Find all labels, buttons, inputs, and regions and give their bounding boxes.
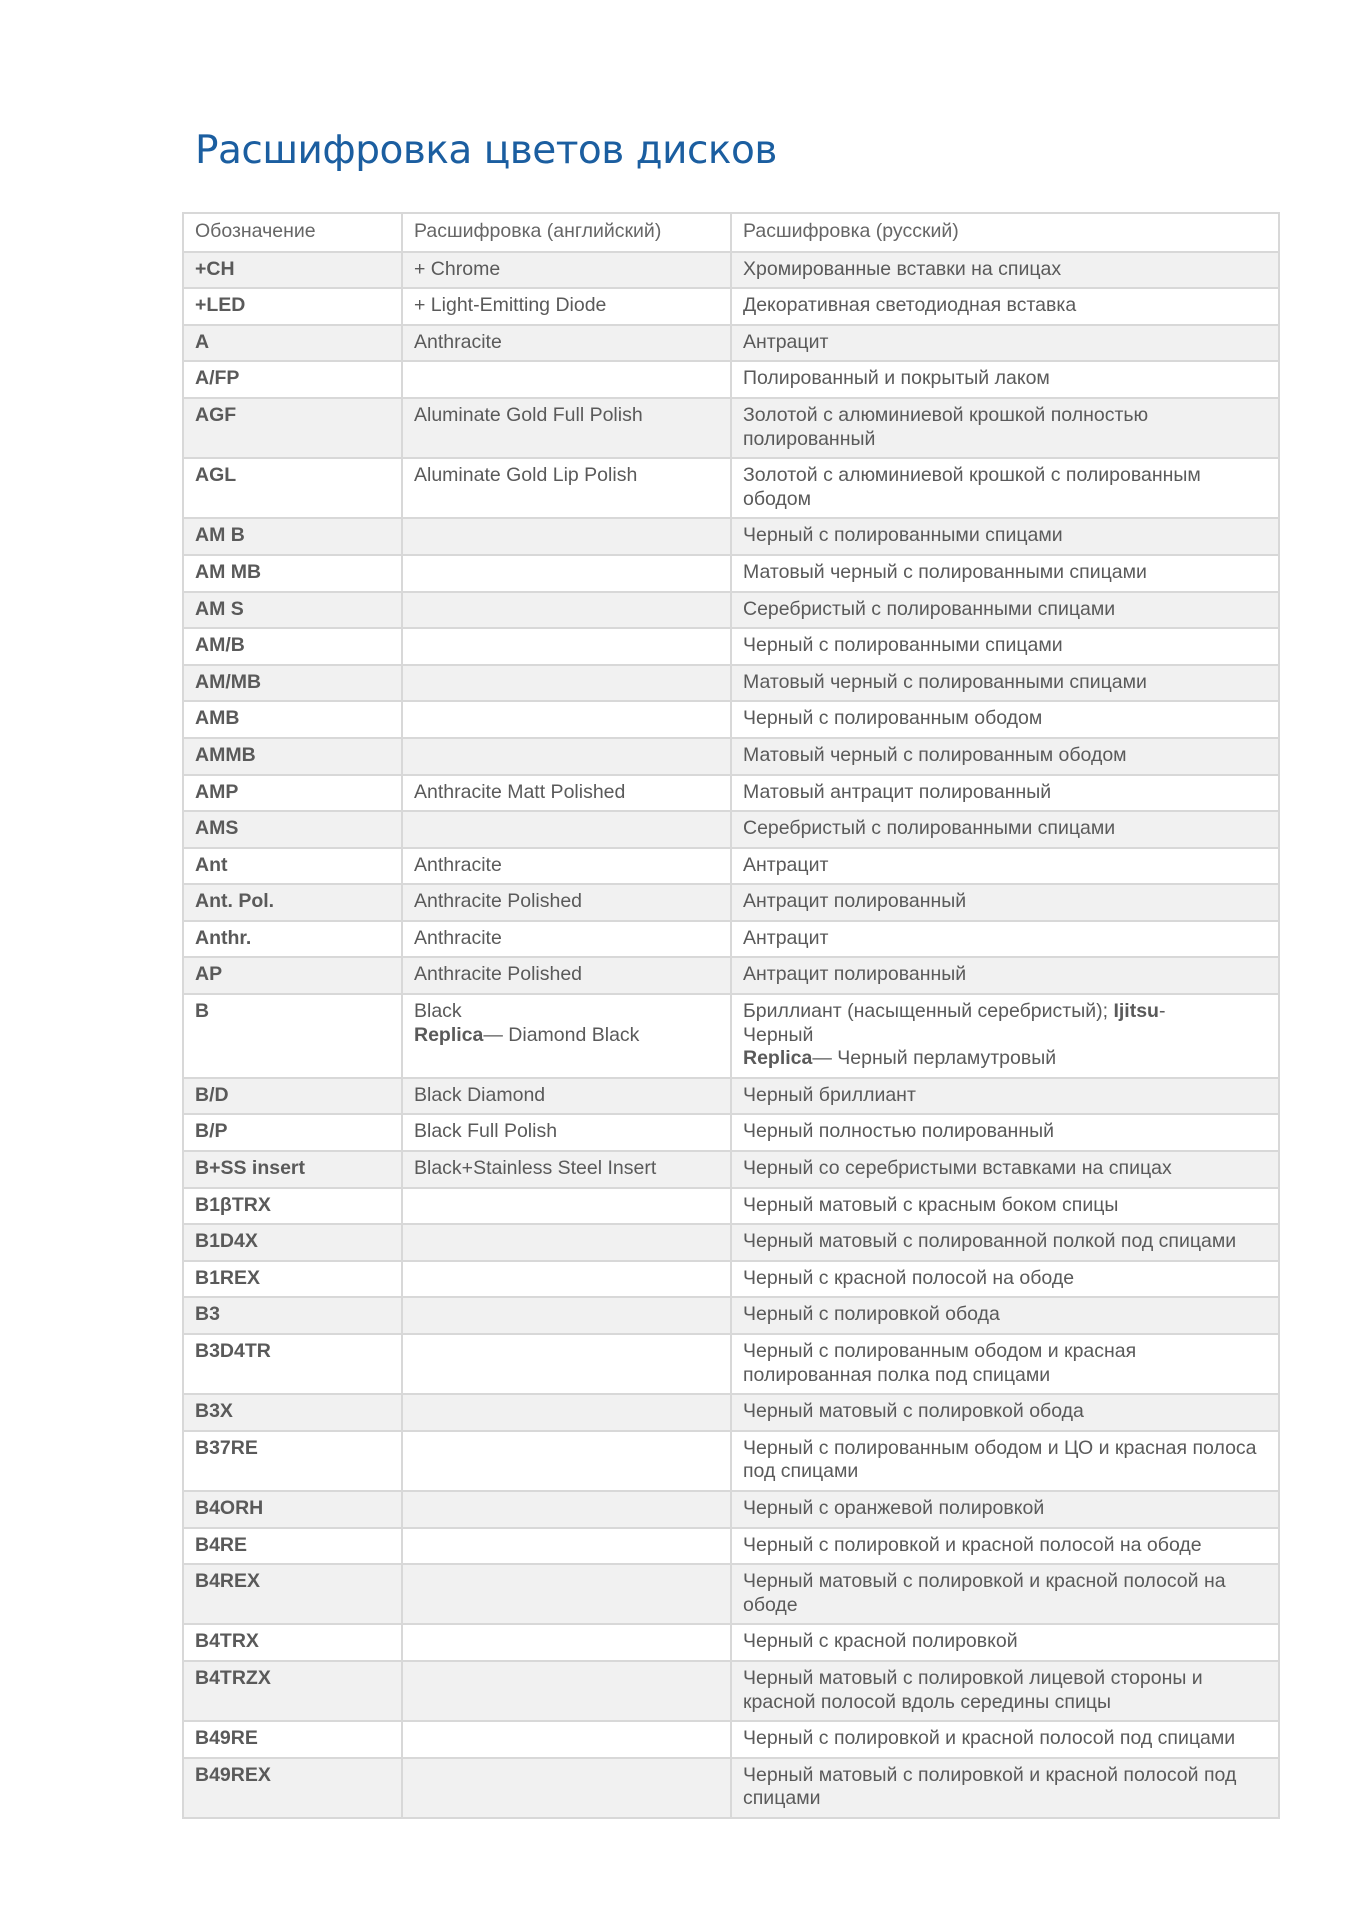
- cell-russian: Черный с полировкой и красной полосой на ободе: [731, 1528, 1279, 1565]
- cell-russian: Черный с полированными спицами: [731, 518, 1279, 555]
- cell-code: B4TRX: [183, 1624, 402, 1661]
- cell-code: A/FP: [183, 361, 402, 398]
- cell-russian: Черный с оранжевой полировкой: [731, 1491, 1279, 1528]
- cell-russian: Черный полностью полированный: [731, 1114, 1279, 1151]
- russian-line: Черный: [743, 1023, 814, 1046]
- cell-code: AGF: [183, 398, 402, 458]
- cell-russian: Черный с полированными спицами: [731, 628, 1279, 665]
- cell-russian: Черный матовый с полировкой и красной полосой на ободе: [731, 1564, 1279, 1624]
- english-line: Black: [414, 1000, 462, 1023]
- cell-english: Aluminate Gold Lip Polish: [402, 458, 731, 518]
- cell-english: Anthracite: [402, 325, 731, 362]
- cell-russian: Декоративная светодиодная вставка: [731, 288, 1279, 325]
- table-row: [183, 361, 1279, 398]
- table-row: [183, 1528, 1279, 1565]
- replica-label: Replica: [414, 1023, 484, 1046]
- table-row: [183, 325, 1279, 362]
- cell-russian: Черный со серебристыми вставками на спицах: [731, 1151, 1279, 1188]
- table-row: [183, 288, 1279, 325]
- cell-english: Anthracite Polished: [402, 957, 731, 994]
- table-row: [183, 1394, 1279, 1431]
- cell-english: Anthracite Matt Polished: [402, 775, 731, 812]
- cell-russian: Черный с красной полосой на ободе: [731, 1261, 1279, 1298]
- cell-code: Ant. Pol.: [183, 884, 402, 921]
- cell-english: [402, 1721, 731, 1758]
- table-row: [183, 665, 1279, 702]
- cell-english: [402, 1188, 731, 1225]
- cell-russian: Серебристый с полированными спицами: [731, 811, 1279, 848]
- header-russian: Расшифровка (русский): [731, 213, 1279, 252]
- cell-russian: Черный с красной полировкой: [731, 1624, 1279, 1661]
- cell-code: AMMB: [183, 738, 402, 775]
- table-row: [183, 458, 1279, 518]
- table-row: [183, 1188, 1279, 1225]
- table-row: [183, 884, 1279, 921]
- cell-code: B4ORH: [183, 1491, 402, 1528]
- cell-code: B3: [183, 1297, 402, 1334]
- cell-code: Anthr.: [183, 921, 402, 958]
- cell-english: [402, 738, 731, 775]
- cell-russian: Черный с полированным ободом: [731, 701, 1279, 738]
- table-row: [183, 1224, 1279, 1261]
- cell-code: AMP: [183, 775, 402, 812]
- table-row: [183, 921, 1279, 958]
- cell-english: [402, 1334, 731, 1394]
- cell-code: A: [183, 325, 402, 362]
- header-english: Расшифровка (английский): [402, 213, 731, 252]
- cell-code: Ant: [183, 848, 402, 885]
- cell-russian: Черный с полированным ободом и красная полированная полка под спицами: [731, 1334, 1279, 1394]
- cell-code: B1D4X: [183, 1224, 402, 1261]
- table-row: [183, 1261, 1279, 1298]
- cell-english: [402, 1431, 731, 1491]
- cell-russian: Антрацит полированный: [731, 957, 1279, 994]
- cell-english: [402, 628, 731, 665]
- table-row: [183, 1114, 1279, 1151]
- table-row: [183, 1721, 1279, 1758]
- cell-code: B/D: [183, 1078, 402, 1115]
- cell-code: AMS: [183, 811, 402, 848]
- cell-english: [402, 1261, 731, 1298]
- cell-code: B1βTRX: [183, 1188, 402, 1225]
- table-row: [183, 628, 1279, 665]
- cell-english: [402, 1758, 731, 1818]
- cell-english: [402, 361, 731, 398]
- cell-code: +CH: [183, 252, 402, 289]
- cell-code: +LED: [183, 288, 402, 325]
- table-row: [183, 811, 1279, 848]
- cell-code: AM B: [183, 518, 402, 555]
- cell-english: Anthracite: [402, 848, 731, 885]
- cell-english: Anthracite: [402, 921, 731, 958]
- cell-english: [402, 592, 731, 629]
- cell-english: [402, 1491, 731, 1528]
- cell-russian: Черный матовый с полировкой лицевой стороны и красной полосой вдоль середины спицы: [731, 1661, 1279, 1721]
- table-row: [183, 1564, 1279, 1624]
- cell-english: [402, 1224, 731, 1261]
- cell-russian: Черный матовый с полированной полкой под спицами: [731, 1224, 1279, 1261]
- table-row: [183, 1431, 1279, 1491]
- table-row: [183, 1078, 1279, 1115]
- cell-code: B4RE: [183, 1528, 402, 1565]
- cell-russian: Хромированные вставки на спицах: [731, 252, 1279, 289]
- cell-english: [402, 1394, 731, 1431]
- cell-russian: Антрацит: [731, 921, 1279, 958]
- cell-russian: Серебристый с полированными спицами: [731, 592, 1279, 629]
- cell-english: [402, 1564, 731, 1624]
- cell-russian: Матовый антрацит полированный: [731, 775, 1279, 812]
- cell-english: [402, 811, 731, 848]
- cell-english: + Light-Emitting Diode: [402, 288, 731, 325]
- cell-russian: Полированный и покрытый лаком: [731, 361, 1279, 398]
- cell-code: B3D4TR: [183, 1334, 402, 1394]
- page-title: Расшифровка цветов дисков: [195, 128, 777, 173]
- cell-english: Anthracite Polished: [402, 884, 731, 921]
- cell-code: AP: [183, 957, 402, 994]
- table-row: [183, 398, 1279, 458]
- table-row: [183, 848, 1279, 885]
- cell-english: Aluminate Gold Full Polish: [402, 398, 731, 458]
- table-row: [183, 701, 1279, 738]
- cell-russian: Золотой с алюминиевой крошкой с полированным ободом: [731, 458, 1279, 518]
- cell-code: B49REX: [183, 1758, 402, 1818]
- table-row: [183, 1151, 1279, 1188]
- color-codes-table: [182, 212, 1280, 1819]
- cell-english: [402, 1624, 731, 1661]
- cell-english: [402, 665, 731, 702]
- replica-label: Replica: [743, 1047, 813, 1070]
- table-row: [183, 738, 1279, 775]
- cell-code: B4REX: [183, 1564, 402, 1624]
- cell-russian: Антрацит: [731, 325, 1279, 362]
- table-row: [183, 1758, 1279, 1818]
- cell-code: B4TRZX: [183, 1661, 402, 1721]
- table-row: [183, 1624, 1279, 1661]
- cell-code: AMB: [183, 701, 402, 738]
- table-row: [183, 1297, 1279, 1334]
- cell-english: Black Full Polish: [402, 1114, 731, 1151]
- russian-line: [743, 1047, 1268, 1071]
- table-row: [183, 518, 1279, 555]
- cell-code: B: [183, 994, 402, 1078]
- cell-russian: Черный матовый с полировкой обода: [731, 1394, 1279, 1431]
- cell-code: B+SS insert: [183, 1151, 402, 1188]
- english-line: [414, 1024, 720, 1048]
- table-row: [183, 1661, 1279, 1721]
- cell-russian: Черный матовый с красным боком спицы: [731, 1188, 1279, 1225]
- cell-english: [402, 518, 731, 555]
- cell-english: [402, 555, 731, 592]
- russian-text: -: [1158, 1000, 1166, 1023]
- cell-russian: Матовый черный с полированными спицами: [731, 665, 1279, 702]
- table-row: [183, 1491, 1279, 1528]
- table-row: [183, 592, 1279, 629]
- cell-russian: Золотой с алюминиевой крошкой полностью полированный: [731, 398, 1279, 458]
- table-row: [183, 555, 1279, 592]
- cell-code: AM S: [183, 592, 402, 629]
- cell-english: + Chrome: [402, 252, 731, 289]
- table-row: [183, 957, 1279, 994]
- cell-russian: Матовый черный с полированными спицами: [731, 555, 1279, 592]
- cell-code: B/P: [183, 1114, 402, 1151]
- cell-english: [402, 701, 731, 738]
- table-row: [183, 775, 1279, 812]
- cell-russian: Антрацит полированный: [731, 884, 1279, 921]
- english-text: — Diamond Black: [483, 1023, 640, 1046]
- cell-russian: Черный с полировкой и красной полосой под спицами: [731, 1721, 1279, 1758]
- cell-code: B1REX: [183, 1261, 402, 1298]
- cell-code: AM MB: [183, 555, 402, 592]
- cell-russian: Черный матовый с полировкой и красной полосой под спицами: [731, 1758, 1279, 1818]
- ijitsu-label: Ijitsu: [1113, 1000, 1159, 1023]
- russian-text: — Черный перламутровый: [812, 1047, 1057, 1070]
- cell-code: AM/B: [183, 628, 402, 665]
- cell-english: [402, 1661, 731, 1721]
- table-header-row: [183, 213, 1279, 252]
- cell-russian: Черный с полировкой обода: [731, 1297, 1279, 1334]
- cell-russian: Черный с полированным ободом и ЦО и красная полоса под спицами: [731, 1431, 1279, 1491]
- cell-english: [402, 1528, 731, 1565]
- cell-russian: [731, 994, 1279, 1078]
- cell-english: [402, 1297, 731, 1334]
- cell-english: Black Diamond: [402, 1078, 731, 1115]
- cell-code: B3X: [183, 1394, 402, 1431]
- russian-text: Бриллиант (насыщенный серебристый);: [743, 1000, 1114, 1023]
- cell-code: B49RE: [183, 1721, 402, 1758]
- cell-english: [402, 994, 731, 1078]
- cell-code: B37RE: [183, 1431, 402, 1491]
- table-row: [183, 1334, 1279, 1394]
- table-row: [183, 252, 1279, 289]
- cell-russian: Матовый черный с полированным ободом: [731, 738, 1279, 775]
- table-row: [183, 994, 1279, 1078]
- cell-russian: Антрацит: [731, 848, 1279, 885]
- cell-code: AGL: [183, 458, 402, 518]
- header-code: Обозначение: [183, 213, 402, 252]
- cell-russian: Черный бриллиант: [731, 1078, 1279, 1115]
- cell-code: AM/MB: [183, 665, 402, 702]
- cell-english: Black+Stainless Steel Insert: [402, 1151, 731, 1188]
